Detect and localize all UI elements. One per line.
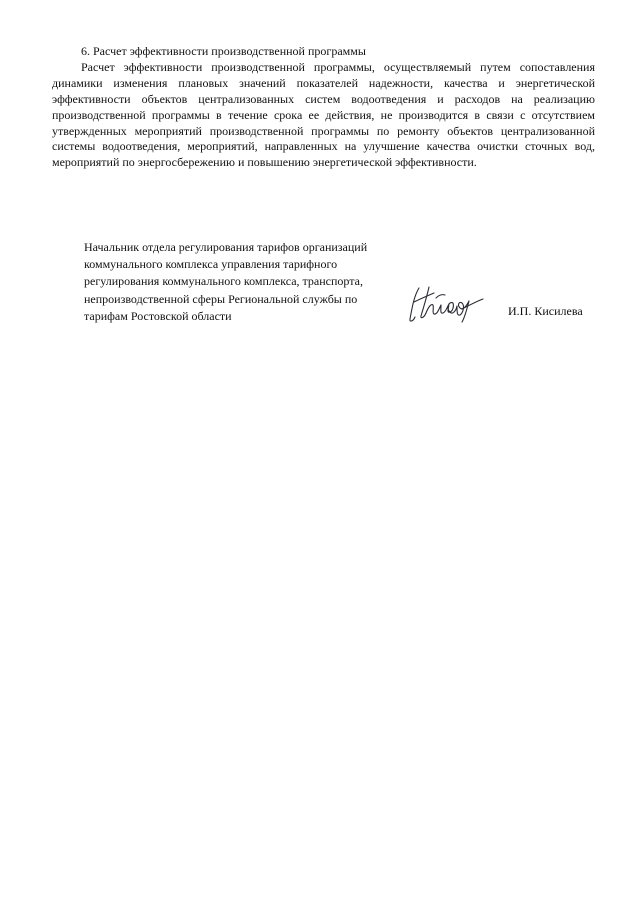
signatory-name: И.П. Кисилева (508, 304, 583, 318)
section-heading: 6. Расчет эффективности производственной программы (81, 44, 366, 58)
signatory-title-line: непроизводственной сферы Региональной службы по (84, 291, 358, 306)
section-body: Расчет эффективности производственной программы, осуществляемый путем сопоставления динамики изменения плановых значений показателей надежности, качества и энергетической эффективности объектов централизованных систем водоотведения и расходов на реализацию производственной программы в течение срока ее действия, не производится в связи с отсутствием утвержденных мероприятий производственной программы по ремонту объектов централизованной системы водоотведения, мероприятий, направленных на улучшение качества очистки сточных вод, мероприятий по энергосбережению и повышению энергетической эффективности. (52, 59, 595, 170)
efficiency-section (52, 44, 595, 171)
signatory-title (84, 239, 414, 325)
signatory-title-line: коммунального комплекса управления тарифного (84, 257, 338, 272)
signatory-title-line: тарифам Ростовской области (84, 308, 232, 323)
signatory-title-line: регулирования коммунального комплекса, транспорта, (84, 274, 363, 289)
handwritten-signature-icon (405, 282, 487, 324)
signatory-title-line: Начальник отдела регулирования тарифов организаций (84, 240, 368, 254)
